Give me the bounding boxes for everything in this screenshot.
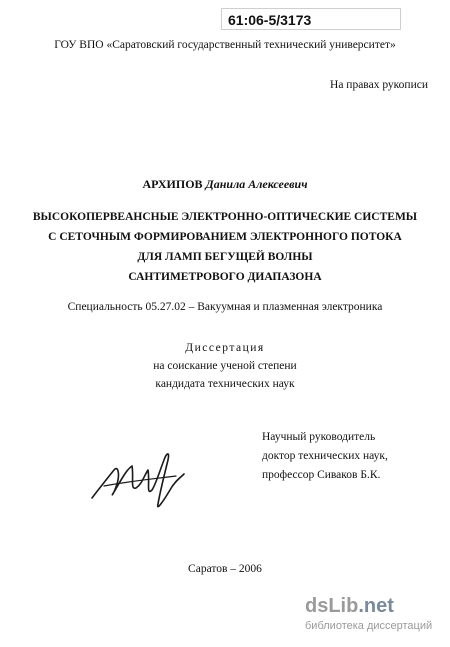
degree-line-2: кандидата технических наук — [155, 378, 295, 390]
author-name — [0, 177, 450, 192]
signature-image — [84, 440, 194, 520]
title-line: ВЫСОКОПЕРВЕАНСНЫЕ ЭЛЕКТРОННО-ОПТИЧЕСКИЕ СИСТЕМЫ — [32, 211, 418, 223]
author-given-names: Данила Алексеевич — [205, 177, 308, 191]
archive-stamp: 61:06-5/3173 — [221, 8, 401, 30]
specialty-line: Специальность 05.27.02 – Вакуумная и плазменная электроника — [67, 301, 383, 313]
title-line: САНТИМЕТРОВОГО ДИАПАЗОНА — [128, 271, 322, 283]
logo-prefix: dsLib — [305, 595, 359, 617]
watermark[interactable] — [305, 595, 445, 632]
degree-line-1: на соискание ученой степени — [153, 360, 297, 372]
advisor-role: Научный руководитель — [262, 431, 376, 443]
dissertation-heading: Диссертация — [185, 342, 265, 354]
advisor-degree: доктор технических наук, — [262, 450, 388, 462]
watermark-logo — [305, 595, 445, 617]
title-line: ДЛЯ ЛАМП БЕГУЩЕЙ ВОЛНЫ — [137, 251, 313, 263]
organization-header: ГОУ ВПО «Саратовский государственный технический университет» — [54, 39, 396, 51]
advisor-name: профессор Сиваков Б.К. — [262, 469, 381, 481]
dissertation-block — [0, 339, 450, 393]
author-surname: АРХИПОВ — [142, 177, 203, 191]
manuscript-note: На правах рукописи — [330, 79, 428, 91]
dissertation-title — [0, 207, 450, 287]
title-line: С СЕТОЧНЫМ ФОРМИРОВАНИЕМ ЭЛЕКТРОННОГО ПОТОКА — [48, 231, 402, 243]
city-year: Саратов – 2006 — [188, 563, 262, 575]
logo-suffix: .net — [358, 595, 394, 617]
advisor-block — [262, 428, 388, 485]
watermark-subtitle: библиотека диссертаций — [305, 620, 433, 632]
